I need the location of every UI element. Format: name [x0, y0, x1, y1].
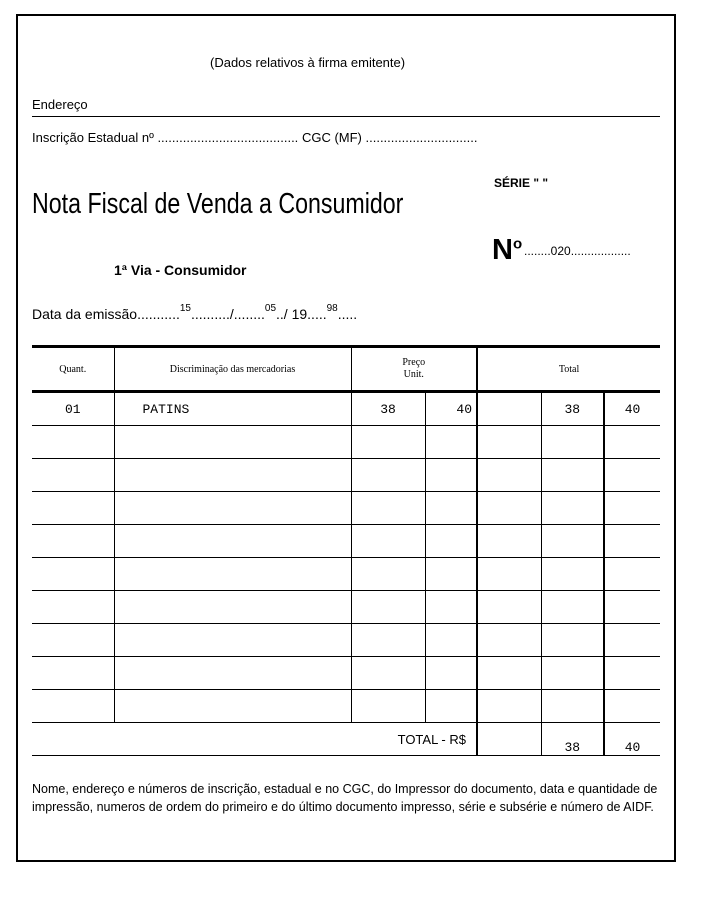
state-registration-label: Inscrição Estadual nº	[32, 130, 154, 145]
col-desc-header: Discriminação das mercadorias	[114, 347, 351, 392]
total-label: TOTAL - R$	[32, 723, 477, 756]
address-label: Endereço	[32, 97, 88, 112]
date-month: 05	[264, 303, 277, 314]
table-row	[32, 525, 660, 558]
row-qty: 01	[32, 392, 114, 426]
total-int: 38	[541, 723, 604, 756]
row-price-dec: 40	[425, 392, 477, 426]
table-row	[32, 657, 660, 690]
serie-label: SÉRIE " "	[494, 176, 549, 190]
total-dec: 40	[604, 723, 660, 756]
emission-date-row: Data da emissão...........$^{15}$........../........$^{05}$../ 19.....$^{98}$.....	[32, 303, 358, 322]
row-total-blank	[477, 392, 541, 426]
printer-info-footer: Nome, endereço e números de inscrição, estadual e no CGC, do Impressor do documento, data e quantidade de impressão, numeros de ordem do primeiro e do último documento impresso, série e subsérie e número de AIDF.	[32, 782, 658, 814]
table-row	[32, 492, 660, 525]
table-row	[32, 690, 660, 723]
date-year: 98	[326, 303, 338, 314]
table-row	[32, 591, 660, 624]
document-title: Nota Fiscal de Venda a Consumidor	[32, 188, 404, 220]
cgc-label: CGC (MF)	[301, 130, 362, 145]
table-row	[32, 392, 660, 426]
firm-data-header: (Dados relativos à firma emitente)	[210, 55, 406, 70]
date-day: 15	[179, 303, 191, 314]
col-total-header: Total	[477, 347, 660, 392]
row-total-dec: 40	[604, 392, 660, 426]
items-table	[32, 345, 660, 756]
address-line	[32, 116, 660, 117]
total-row	[32, 723, 660, 756]
table-header	[32, 347, 660, 392]
date-year-prefix: 19	[291, 306, 308, 322]
total-blank	[477, 723, 541, 756]
number-label: $N^o$	[492, 234, 523, 266]
dotted-leader: .......................................	[157, 130, 299, 145]
table-row	[32, 459, 660, 492]
col-qty-header: Quant.	[32, 347, 114, 392]
table-row	[32, 624, 660, 657]
table-row	[32, 558, 660, 591]
state-registration-row	[32, 130, 477, 145]
row-desc: PATINS	[114, 392, 351, 426]
dotted-leader: ...............................	[365, 130, 478, 145]
number-value: 020	[550, 244, 571, 258]
row-price-int: 38	[351, 392, 425, 426]
row-total-int: 38	[541, 392, 604, 426]
table-row	[32, 426, 660, 459]
copy-label: 1ª Via - Consumidor	[114, 262, 247, 278]
emission-date-label: Data da emissão	[32, 306, 138, 322]
number-field: ........020..................	[524, 244, 631, 258]
col-price-header: Preço Unit.	[351, 347, 477, 392]
